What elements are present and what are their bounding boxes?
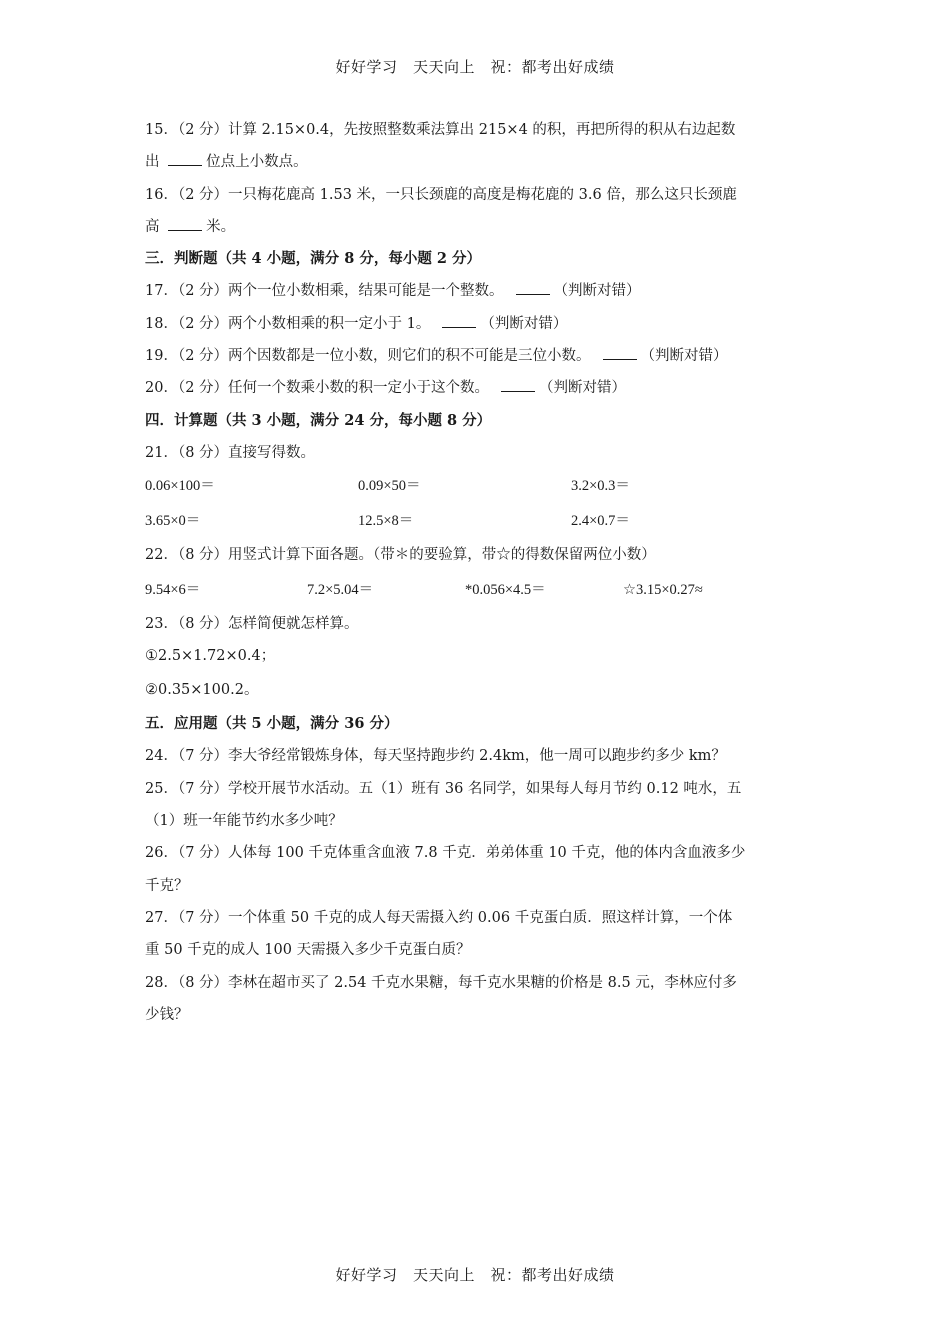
q15-suffix: 位点上小数点。	[206, 154, 308, 171]
q17	[145, 275, 810, 307]
q21-item: 0.09×50＝	[358, 478, 421, 495]
q17-answer-blank[interactable]	[516, 276, 550, 295]
q21-item: 0.06×100＝	[145, 478, 215, 495]
q23-text: 23．（8 分）怎样简便就怎样算。	[145, 615, 359, 632]
q19-answer-blank[interactable]	[603, 341, 637, 360]
q25-line1: 25．（7 分）学校开展节水活动。五（1）班有 36 名同学，如果每人每月节约 0.12 吨水，五	[145, 780, 742, 797]
q16-prefix: 高	[145, 218, 165, 235]
q21-item: 12.5×8＝	[358, 513, 414, 530]
q19	[145, 340, 810, 372]
q27-line2: 重 50 千克的成人 100 天需摄入多少千克蛋白质？	[145, 942, 471, 959]
q21-item: 2.4×0.7＝	[571, 513, 630, 530]
q17-text: 17．（2 分）两个一位小数相乘，结果可能是一个整数。	[145, 283, 504, 300]
page-footer: 好好学习 天天向上 祝：都考出好成绩	[335, 1266, 615, 1284]
q18-answer-blank[interactable]	[442, 309, 476, 328]
q20-answer-blank[interactable]	[501, 373, 535, 392]
exam-content	[145, 114, 810, 1031]
q28-line1: 28．（8 分）李林在超市买了 2.54 千克水果糖，每千克水果糖的价格是 8.5 元，李林应付多	[145, 974, 737, 991]
q24: 24．（7 分）李大爷经常锻炼身体，每天坚持跑步约 2.4km，他一周可以跑步约多少 km？	[145, 748, 726, 765]
q19-text: 19．（2 分）两个因数都是一位小数，则它们的积不可能是三位小数。	[145, 348, 591, 365]
q22-item: ☆3.15×0.27≈	[623, 581, 703, 598]
q22-row	[145, 572, 810, 608]
q25-line2: （1）班一年能节约水多少吨？	[145, 813, 343, 830]
q18-text: 18．（2 分）两个小数相乘的积一定小于 1。	[145, 315, 431, 332]
q26-line1: 26．（7 分）人体每 100 千克体重含血液 7.8 千克．弟弟体重 10 千克，他的体内含血液多少	[145, 845, 746, 862]
q15-line1: 15．（2 分）计算 2.15×0.4，先按照整数乘法算出 215×4 的积，再把所得的积从右边起数	[145, 122, 736, 138]
q15-answer-blank[interactable]	[168, 147, 202, 166]
q17-suffix: （判断对错）	[553, 283, 641, 300]
page-header: 好好学习 天天向上 祝：都考出好成绩	[335, 58, 615, 76]
q22-text: 22．（8 分）用竖式计算下面各题。（带＊的要验算，带☆的得数保留两位小数）	[145, 547, 656, 564]
q21-item: 3.65×0＝	[145, 513, 201, 530]
q21-item: 3.2×0.3＝	[571, 478, 630, 495]
q23-item-1: ①2.5×1.72×0.4；	[145, 647, 276, 664]
q22-item: 7.2×5.04＝	[307, 581, 374, 598]
section-5-heading: 五．应用题（共 5 小题，满分 36 分）	[145, 715, 399, 733]
q16-line2	[145, 211, 810, 243]
section-3-heading: 三．判断题（共 4 小题，满分 8 分，每小题 2 分）	[145, 250, 482, 268]
q21-row1	[145, 469, 810, 504]
q18-suffix: （判断对错）	[480, 315, 568, 332]
q16-line1: 16．（2 分）一只梅花鹿高 1.53 米，一只长颈鹿的高度是梅花鹿的 3.6 倍，那么这只长颈鹿	[145, 186, 737, 203]
q23-item-2: ②0.35×100.2。	[145, 682, 259, 699]
q19-suffix: （判断对错）	[640, 348, 728, 365]
q21-text: 21．（8 分）直接写得数。	[145, 444, 316, 461]
q20-suffix: （判断对错）	[539, 380, 627, 397]
q15-prefix: 出	[145, 154, 165, 171]
q20	[145, 372, 810, 404]
q28-line2: 少钱？	[145, 1006, 189, 1023]
q15-line2	[145, 146, 810, 178]
q16-suffix: 米。	[206, 218, 236, 235]
q16-answer-blank[interactable]	[168, 212, 202, 231]
q27-line1: 27．（7 分）一个体重 50 千克的成人每天需摄入约 0.06 千克蛋白质．照这样计算，一个体	[145, 909, 733, 926]
q18	[145, 308, 810, 340]
q20-text: 20．（2 分）任何一个数乘小数的积一定小于这个数。	[145, 380, 490, 397]
q26-line2: 千克？	[145, 877, 189, 894]
q22-item: *0.056×4.5＝	[465, 581, 546, 598]
q21-row2	[145, 504, 810, 539]
section-4-heading: 四．计算题（共 3 小题，满分 24 分，每小题 8 分）	[145, 411, 492, 429]
q22-item: 9.54×6＝	[145, 581, 201, 598]
